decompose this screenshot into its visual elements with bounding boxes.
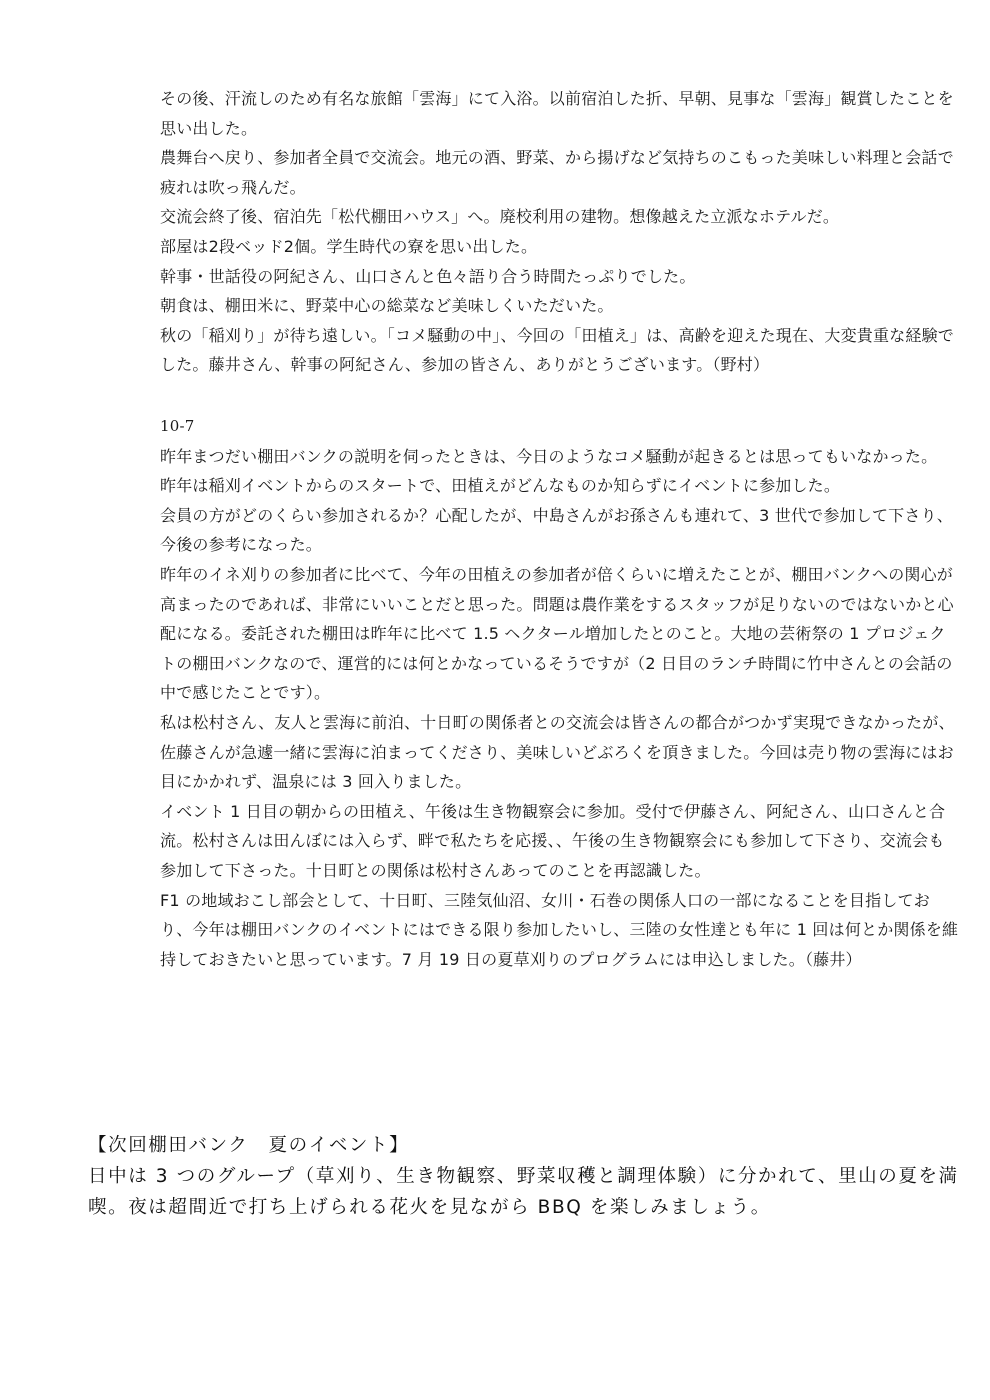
report-paragraph: 昨年のイネ刈りの参加者に比べて、今年の田植えの参加者が倍くらいに増えたことが、棚田バンクへの関心が高まったのであれば、非常にいいことだと思った。問題は農作業をするスタッフが足りないのではないかと心配になる。委託された棚田は昨年に比べて 1.5 ヘクタール増加したとのこと。大地の芸術祭の 1 プロジェクトの棚田バンクなので、運営的には何とかなっているそうですが（2 日目のランチ時間に竹中さんとの会話の中で感じたことです）。 xyxy=(160,564,954,703)
next-event-announcement xyxy=(88,1130,968,1223)
report-paragraph: 部屋は2段ベッド2個。学生時代の寮を思い出した。 xyxy=(160,236,538,256)
report-paragraph: 会員の方がどのくらい参加されるか？心配したが、中島さんがお孫さんも連れて、3 世代で参加して下さり、今後の参考になった。 xyxy=(160,505,953,555)
report-paragraph: 朝食は、棚田米に、野菜中心の総菜など美味しくいただいた。 xyxy=(160,296,614,316)
announcement-heading: 【次回棚田バンク 夏のイベント】 xyxy=(88,1135,410,1156)
report-paragraph: 秋の「稲刈り」が待ち遠しい。「コメ騒動の中」、今回の「田植え」は、高齢を迎えた現在、大変貴重な経験でした。藤井さん、幹事の阿紀さん、参加の皆さん、ありがとうございます。（野村） xyxy=(160,325,955,375)
announcement-body: 日中は 3 つのグループ（草刈り、生き物観察、野菜収穫と調理体験）に分かれて、里山の夏を満喫。夜は超間近で打ち上げられる花火を見ながら BBQ を楽しみましょう。 xyxy=(88,1166,959,1218)
report-paragraph: 交流会終了後、宿泊先「松代棚田ハウス」へ。廃校利用の建物。想像越えた立派なホテルだ。 xyxy=(160,207,840,227)
participant-report-nomura xyxy=(160,84,960,380)
report-paragraph: 昨年まつだい棚田バンクの説明を伺ったときは、今日のようなコメ騒動が起きるとは思ってもいなかった。 xyxy=(160,446,938,466)
report-date: 10-7 xyxy=(160,417,195,435)
report-paragraph: F1 の地域おこし部会として、十日町、三陸気仙沼、女川・石巻の関係人口の一部になることを目指しており、今年は棚田バンクのイベントにはできる限り参加したいし、三陸の女性達とも年に 1 回は何とか関係を維持しておきたいと思っています。7 月 19 日の夏草刈りのプログラムには申込しました。（藤井） xyxy=(160,890,959,969)
report-paragraph: イベント 1 日目の朝からの田植え、午後は生き物観察会に参加。受付で伊藤さん、阿紀さん、山口さんと合流。松村さんは田んぼには入らず、畔で私たちを応援、、午後の生き物観察会にも参加して下さり、交流会も参加して下さった。十日町との関係は松村さんあってのことを再認識した。 xyxy=(160,801,946,880)
report-paragraph: その後、汗流しのため有名な旅館「雲海」にて入浴。以前宿泊した折、早朝、見事な「雲海」観賞したことを思い出した。 xyxy=(160,89,954,138)
report-paragraph: 幹事・世話役の阿紀さん、山口さんと色々語り合う時間たっぷりでした。 xyxy=(160,266,696,286)
report-paragraph: 昨年は稲刈イベントからのスタートで、田植えがどんなものか知らずにイベントに参加した。 xyxy=(160,476,841,496)
report-paragraph: 私は松村さん、友人と雲海に前泊、十日町の関係者との交流会は皆さんの都合がつかず実現できなかったが、佐藤さんが急遽一緒に雲海に泊まってくださり、美味しいどぶろくを頂きました。今回は売り物の雲海にはお目にかかれず、温泉には 3 回入りました。 xyxy=(160,712,955,792)
report-paragraph: 農舞台へ戻り、参加者全員で交流会。地元の酒、野菜、から揚げなど気持ちのこもった美味しい料理と会話で疲れは吹っ飛んだ。 xyxy=(160,148,954,197)
participant-report-fujii xyxy=(160,412,960,974)
